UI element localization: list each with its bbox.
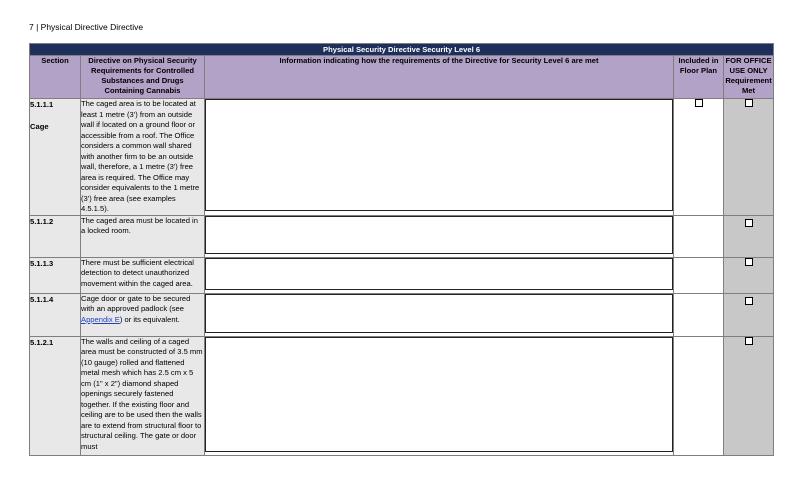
info-textbox[interactable] <box>205 294 673 333</box>
floor-plan-cell <box>674 215 724 257</box>
requirement-met-cell <box>724 257 774 293</box>
section-number: 5.1.2.1 <box>30 337 54 347</box>
floor-plan-cell <box>674 99 724 216</box>
floor-plan-checkbox[interactable] <box>695 99 703 107</box>
info-cell <box>205 336 674 455</box>
office-use-label: FOR OFFICE USE ONLY <box>725 56 772 75</box>
directive-text <box>81 293 205 336</box>
table-row <box>30 215 774 257</box>
directive-text-part: Cage door or gate to be secured with an approved padlock (see <box>81 293 191 313</box>
floor-plan-cell <box>674 257 724 293</box>
section-number: 5.1.1.2 <box>30 216 54 226</box>
requirement-met-checkbox[interactable] <box>745 337 753 345</box>
requirement-met-label: Requirement Met <box>725 76 772 95</box>
info-textbox[interactable] <box>205 99 673 211</box>
floor-plan-cell <box>674 336 724 455</box>
info-cell <box>205 215 674 257</box>
requirement-met-cell <box>724 336 774 455</box>
info-cell <box>205 293 674 336</box>
requirement-met-checkbox[interactable] <box>745 219 753 227</box>
section-cell <box>30 257 81 293</box>
col-header-office-use <box>724 56 774 99</box>
info-textbox[interactable] <box>205 216 673 254</box>
col-header-info: Information indicating how the requirements of the Directive for Security Level 6 are met <box>205 56 674 99</box>
requirement-met-checkbox[interactable] <box>745 297 753 305</box>
directive-text: The caged area must be located in a locked room. <box>81 215 205 257</box>
appendix-e-link[interactable]: Appendix E <box>81 314 120 324</box>
requirement-met-cell <box>724 215 774 257</box>
directive-text: The caged area is to be located at least 1 metre (3') from an outside wall if located on a ground floor or accessible from a roof. The Office considers a common wall shared with another firm to be an outside wall, therefore, a 1 metre (3') free area is required. The Office may consider equivalents to the 1 metre (3') free area (see examples 4.5.1.5). <box>81 99 205 216</box>
col-header-floor-plan: Included in Floor Plan <box>674 56 724 99</box>
col-header-section: Section <box>30 56 81 99</box>
section-cell <box>30 99 81 216</box>
info-cell <box>205 257 674 293</box>
directive-text: The walls and ceiling of a caged area must be constructed of 3.5 mm (10 gauge) rolled and flattened metal mesh which has 2.5 cm x 5 cm (1" x 2") diamond shaped openings securely fastened together. If the existing floor and ceiling are to be used then the walls are to extend from structural floor to structural ceiling. The gate or door must <box>81 336 205 455</box>
info-textbox[interactable] <box>205 337 673 452</box>
section-subtitle: Cage <box>30 122 49 131</box>
requirement-met-checkbox[interactable] <box>745 258 753 266</box>
directive-text-part: ) or its equivalent. <box>119 314 180 324</box>
col-header-directive: Directive on Physical Security Requirements for Controlled Substances and Drugs Containing Cannabis <box>81 56 205 99</box>
security-directive-table <box>29 43 774 456</box>
floor-plan-cell <box>674 293 724 336</box>
page-header: 7 | Physical Directive Directive <box>29 22 144 32</box>
requirement-met-cell <box>724 99 774 216</box>
section-cell <box>30 293 81 336</box>
section-number: 5.1.1.1 <box>30 100 54 109</box>
section-number: 5.1.1.3 <box>30 258 54 268</box>
section-cell <box>30 336 81 455</box>
table-row <box>30 336 774 455</box>
section-cell <box>30 215 81 257</box>
table-row <box>30 257 774 293</box>
requirement-met-cell <box>724 293 774 336</box>
requirement-met-checkbox[interactable] <box>745 99 753 107</box>
info-cell <box>205 99 674 216</box>
table-row <box>30 99 774 216</box>
directive-text: There must be sufficient electrical detection to detect unauthorized movement within the caged area. <box>81 257 205 293</box>
table-title: Physical Security Directive Security Level 6 <box>30 44 774 56</box>
table-row <box>30 293 774 336</box>
section-number: 5.1.1.4 <box>30 294 54 304</box>
info-textbox[interactable] <box>205 258 673 290</box>
